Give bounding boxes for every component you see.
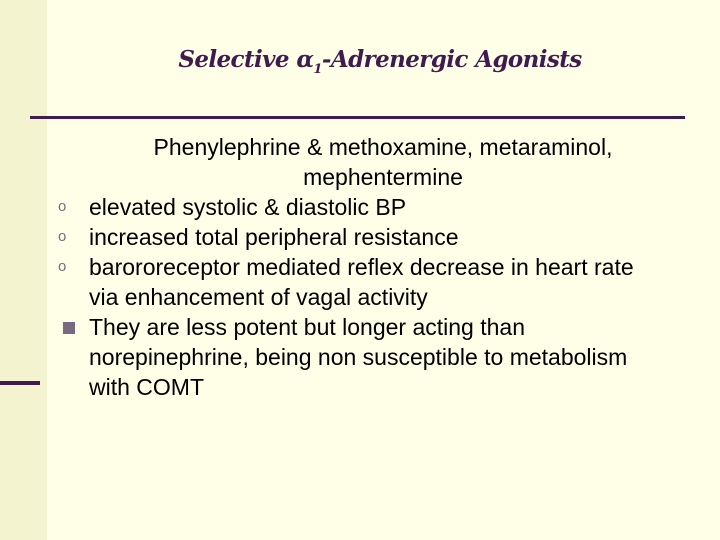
- circle-bullet-icon: o: [58, 258, 67, 275]
- slide-title: [0, 46, 720, 77]
- square-bullet-icon: [63, 322, 75, 334]
- list-item-text: barororeceptor mediated reflex decrease in heart rate via enhancement of vagal activity: [89, 254, 634, 310]
- list-item: [0, 252, 649, 312]
- list-item-text: increased total peripheral resistance: [89, 224, 459, 250]
- list-item: [0, 312, 649, 402]
- title-text-pre: Selective α: [178, 46, 314, 73]
- body-heading: Phenylephrine & methoxamine, metaraminol, mephentermine: [153, 134, 613, 190]
- list-item: [0, 222, 649, 252]
- title-text-post: -Adrenergic Agonists: [321, 46, 582, 73]
- slide-body: [0, 132, 720, 402]
- list-item-text: They are less potent but longer acting than norepinephrine, being non susceptible to metabolism with COMT: [89, 314, 628, 400]
- title-subscript: 1: [313, 62, 322, 77]
- list-item-text: elevated systolic & diastolic BP: [89, 194, 407, 220]
- list-item: [0, 192, 649, 222]
- circle-bullet-icon: o: [58, 228, 67, 245]
- title-underline: [30, 116, 685, 119]
- circle-bullet-icon: o: [58, 198, 67, 215]
